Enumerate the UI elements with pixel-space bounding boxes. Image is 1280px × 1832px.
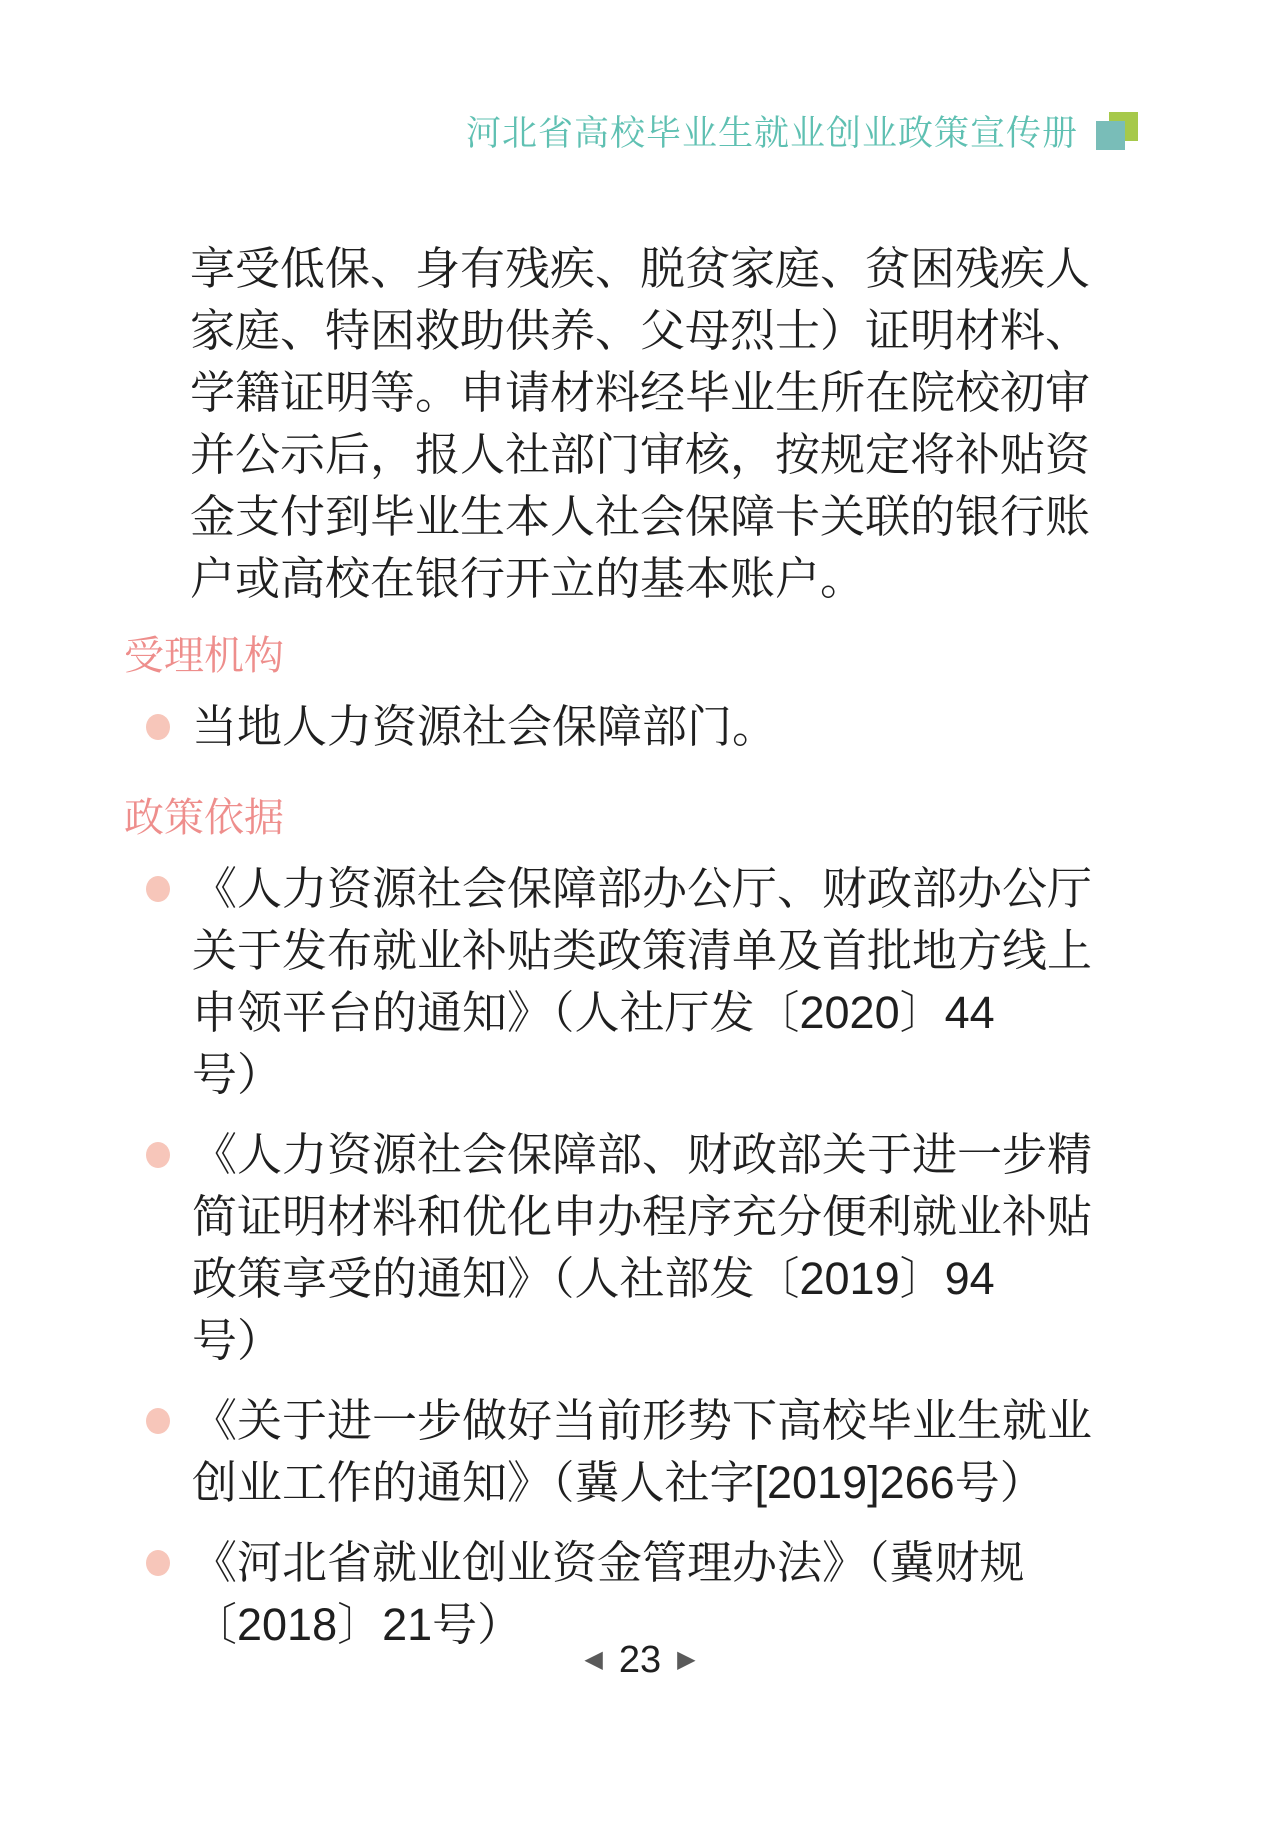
overlapping-squares-icon bbox=[1096, 112, 1138, 150]
bullet-dot-icon bbox=[146, 714, 170, 740]
page-body bbox=[0, 238, 1280, 1656]
bullet-line: 简证明材料和优化申办程序充分便利就业补贴 bbox=[192, 1191, 1093, 1242]
paragraph-line: 学籍证明等。申请材料经毕业生所在院校初审 bbox=[190, 367, 1091, 418]
next-page-icon[interactable]: ▶ bbox=[677, 1646, 696, 1673]
prev-page-icon[interactable]: ◀ bbox=[584, 1646, 603, 1673]
bullet-item bbox=[120, 858, 1170, 1106]
bullet-line: 申领平台的通知》（人社厅发〔2020〕44 bbox=[192, 987, 995, 1038]
bullet-text bbox=[192, 1124, 1092, 1372]
bullet-text bbox=[192, 858, 1092, 1106]
bullet-line: 《关于进一步做好当前形势下高校毕业生就业 bbox=[192, 1395, 1093, 1446]
section-heading: 政策依据 bbox=[124, 796, 284, 840]
bullet-dot-icon bbox=[146, 1550, 170, 1576]
bullet-line: 创业工作的通知》（冀人社字[2019]266号） bbox=[192, 1457, 1045, 1508]
bullet-line: 《人力资源社会保障部、财政部关于进一步精 bbox=[192, 1129, 1093, 1180]
paragraph-line: 金支付到毕业生本人社会保障卡关联的银行账 bbox=[190, 491, 1091, 542]
square-front-icon bbox=[1096, 121, 1125, 150]
paragraph-line: 家庭、特困救助供养、父母烈士）证明材料、 bbox=[190, 305, 1091, 356]
bullet-line: 〔2018〕21号） bbox=[192, 1599, 523, 1650]
header-title: 河北省高校毕业生就业创业政策宣传册 bbox=[465, 114, 1078, 153]
policy-section bbox=[120, 796, 1170, 1656]
paragraph-line: 户或高校在银行开立的基本账户。 bbox=[190, 553, 866, 604]
bullet-dot-icon bbox=[146, 1408, 170, 1434]
page-number: 23 bbox=[618, 1639, 662, 1681]
bullet-dot-icon bbox=[146, 876, 170, 902]
intro-paragraph bbox=[190, 238, 1170, 610]
bullet-line: 关于发布就业补贴类政策清单及首批地方线上 bbox=[192, 925, 1093, 976]
bullet-item bbox=[120, 1124, 1170, 1372]
bullet-dot-icon bbox=[146, 1142, 170, 1168]
bullet-line: 当地人力资源社会保障部门。 bbox=[192, 701, 778, 752]
sections-container bbox=[120, 634, 1170, 1656]
paragraph-line: 并公示后，报人社部门审核，按规定将补贴资 bbox=[190, 429, 1091, 480]
bullet-line: 号） bbox=[192, 1049, 283, 1100]
bullet-line: 《人力资源社会保障部办公厅、财政部办公厅 bbox=[192, 863, 1093, 914]
paragraph-line: 享受低保、身有残疾、脱贫家庭、贫困残疾人 bbox=[190, 243, 1091, 294]
pagination bbox=[0, 1638, 1280, 1682]
bullet-item bbox=[120, 1390, 1170, 1514]
policy-section bbox=[120, 634, 1170, 758]
page-header bbox=[0, 0, 1280, 156]
bullet-text bbox=[192, 696, 777, 758]
bullet-text bbox=[192, 1390, 1092, 1514]
bullet-line: 《河北省就业创业资金管理办法》（冀财规 bbox=[192, 1537, 1025, 1588]
section-heading: 受理机构 bbox=[124, 634, 284, 678]
bullet-item bbox=[120, 696, 1170, 758]
bullet-line: 号） bbox=[192, 1315, 283, 1366]
bullet-line: 政策享受的通知》（人社部发〔2019〕94 bbox=[192, 1253, 995, 1304]
